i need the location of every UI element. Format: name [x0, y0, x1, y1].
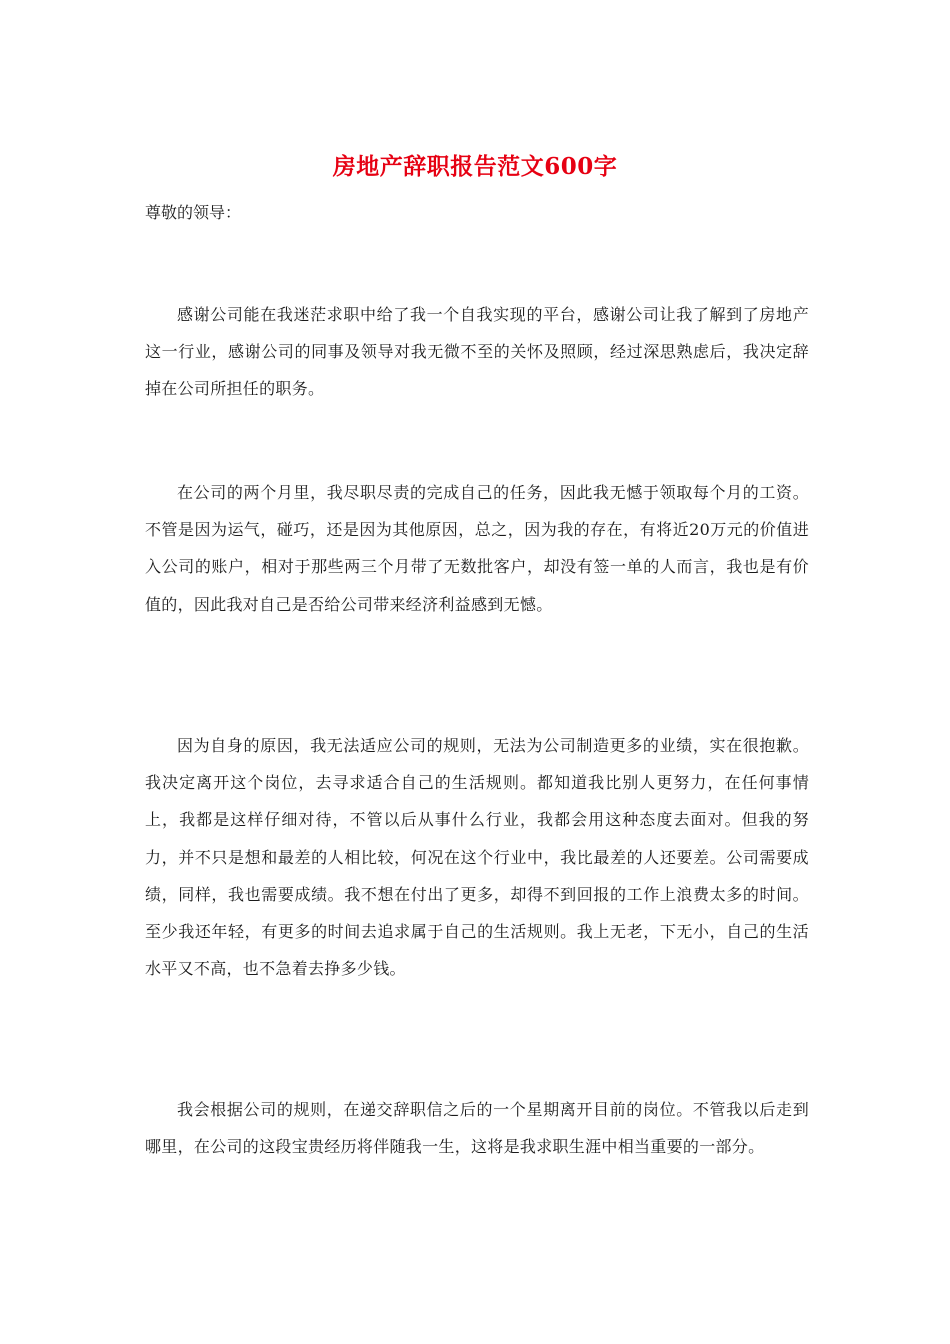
paragraph-3: 因为自身的原因，我无法适应公司的规则，无法为公司制造更多的业绩，实在很抱歉。我决定离开这个岗位，去寻求适合自己的生活规则。都知道我比别人更努力，在任何事情上，我都是这样仔细对待，不管以后从事什么行业，我都会用这种态度去面对。但我的努力，并不只是想和最差的人相比较，何况在这个行业中，我比最差的人还要差。公司需要成绩，同样，我也需要成绩。我不想在付出了更多，却得不到回报的工作上浪费太多的时间。至少我还年轻，有更多的时间去追求属于自己的生活规则。我上无老，下无小，自己的生活水平又不高，也不急着去挣多少钱。 — [145, 736, 809, 979]
salutation: 尊敬的领导： — [145, 203, 242, 222]
paragraph-4: 我会根据公司的规则，在递交辞职信之后的一个星期离开目前的岗位。不管我以后走到哪里，在公司的这段宝贵经历将伴随我一生，这将是我求职生涯中相当重要的一部分。 — [145, 1100, 809, 1157]
document-title: 房地产辞职报告范文600字 — [332, 153, 618, 180]
paragraph-2: 在公司的两个月里，我尽职尽责的完成自己的任务，因此我无憾于领取每个月的工资。不管是因为运气，碰巧，还是因为其他原因，总之，因为我的存在，有将近20万元的价值进入公司的账户，相对于那些两三个月带了无数批客户，却没有签一单的人而言，我也是有价值的，因此我对自己是否给公司带来经济利益感到无憾。 — [145, 483, 809, 614]
paragraph-1: 感谢公司能在我迷茫求职中给了我一个自我实现的平台，感谢公司让我了解到了房地产这一行业，感谢公司的同事及领导对我无微不至的关怀及照顾，经过深思熟虑后，我决定辞掉在公司所担任的职务。 — [145, 305, 809, 399]
